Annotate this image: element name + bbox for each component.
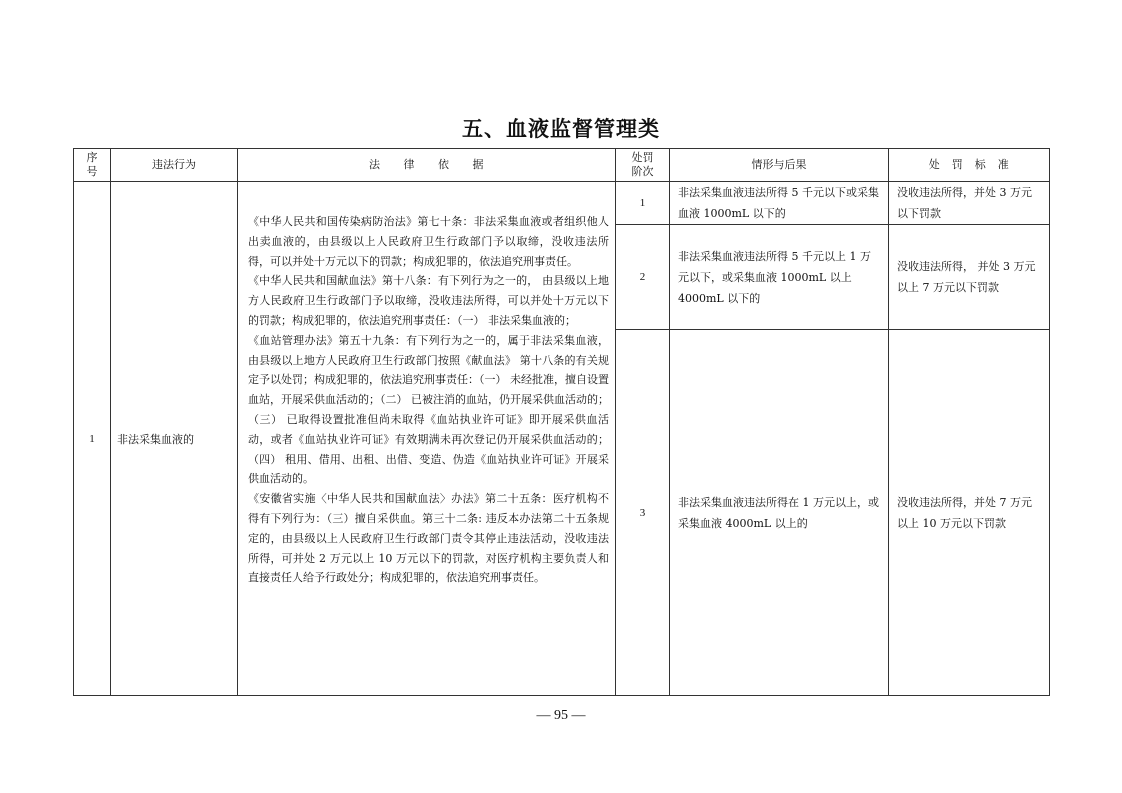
- table-row: [74, 182, 1050, 225]
- header-penalty-level-label: 处罚阶次: [631, 151, 654, 178]
- penalty-table: [73, 148, 1050, 696]
- circumstances-level-3: 非法采集血液违法所得在 1 万元以上，或采集血液 4000mL 以上的: [670, 330, 889, 696]
- legal-basis-paragraph: 《血站管理办法》第五十九条：有下列行为之一的，属于非法采集血液，由县级以上地方人民政府卫生行政部门按照《献血法》 第十八条的有关规定予以处罚；构成犯罪的，依法追究刑事责任：（一） 未经批准，擅自设置血站，开展采供血活动的；（二） 已被注消的血站，仍开展采供血活动的；（三） 已取得设置批准但尚未取得《血站执业许可证》即开展采供血活动，或者《血站执业许可证》有效期满未再次登记仍开展采供血活动的；（四） 租用、借用、出租、出借、变造、伪造《血站执业许可证》开展采供血活动的。: [248, 333, 609, 486]
- legal-basis-paragraph: 《安徽省实施〈中华人民共和国献血法〉办法》第二十五条：医疗机构不得有下列行为：（三）擅自采供血。第三十二条: 违反本办法第二十五条规定的，由县级以上人民政府卫生行政部门责令其停止违法活动，没收违法所得，可并处 2 万元以上 10 万元以下的罚款，对医疗机构主要负责人和直接责任人给予行政处分；构成犯罪的，依法追究刑事责任。: [248, 492, 609, 585]
- legal-basis-paragraph: 《中华人民共和国献血法》第十八条：有下列行为之一的， 由县级以上地方人民政府卫生行政部门予以取缔，没收违法所得，可以并处十万元以下的罚款；构成犯罪的，依法追究刑事责任：（一） 非法采集血液的；: [248, 274, 609, 327]
- circumstances-level-2: 非法采集血液违法所得 5 千元以上 1 万元以下，或采集血液 1000mL 以上 4000mL 以下的: [670, 225, 889, 330]
- header-circumstances: 情形与后果: [670, 149, 889, 182]
- header-seq-label: 序号: [86, 151, 98, 178]
- header-penalty-level: [616, 149, 670, 182]
- page-title: 五、血液监督管理类: [462, 117, 660, 141]
- header-penalty-standard: 处 罚 标 准: [889, 149, 1050, 182]
- page-number: — 95 —: [536, 708, 586, 723]
- standard-level-3: 没收违法所得，并处 7 万元以上 10 万元以下罚款: [889, 330, 1050, 696]
- table-header-row: [74, 149, 1050, 182]
- standard-level-2: 没收违法所得， 并处 3 万元以上 7 万元以下罚款: [889, 225, 1050, 330]
- header-seq: [74, 149, 111, 182]
- header-violation: 违法行为: [111, 149, 238, 182]
- row-legal-basis: [238, 182, 616, 696]
- row-seq: 1: [74, 182, 111, 696]
- penalty-level-1: 1: [616, 182, 670, 225]
- circumstances-level-1: 非法采集血液违法所得 5 千元以下或采集血液 1000mL 以下的: [670, 182, 889, 225]
- penalty-level-3: 3: [616, 330, 670, 696]
- header-legal-basis: 法 律 依 据: [238, 149, 616, 182]
- legal-basis-paragraph: 《中华人民共和国传染病防治法》第七十条：非法采集血液或者组织他人出卖血液的，由县级以上人民政府卫生行政部门予以取缔，没收违法所得，可以并处十万元以下的罚款；构成犯罪的，依法追究刑事责任。: [248, 215, 609, 268]
- row-violation: 非法采集血液的: [111, 182, 238, 696]
- penalty-level-2: 2: [616, 225, 670, 330]
- standard-level-1: 没收违法所得，并处 3 万元以下罚款: [889, 182, 1050, 225]
